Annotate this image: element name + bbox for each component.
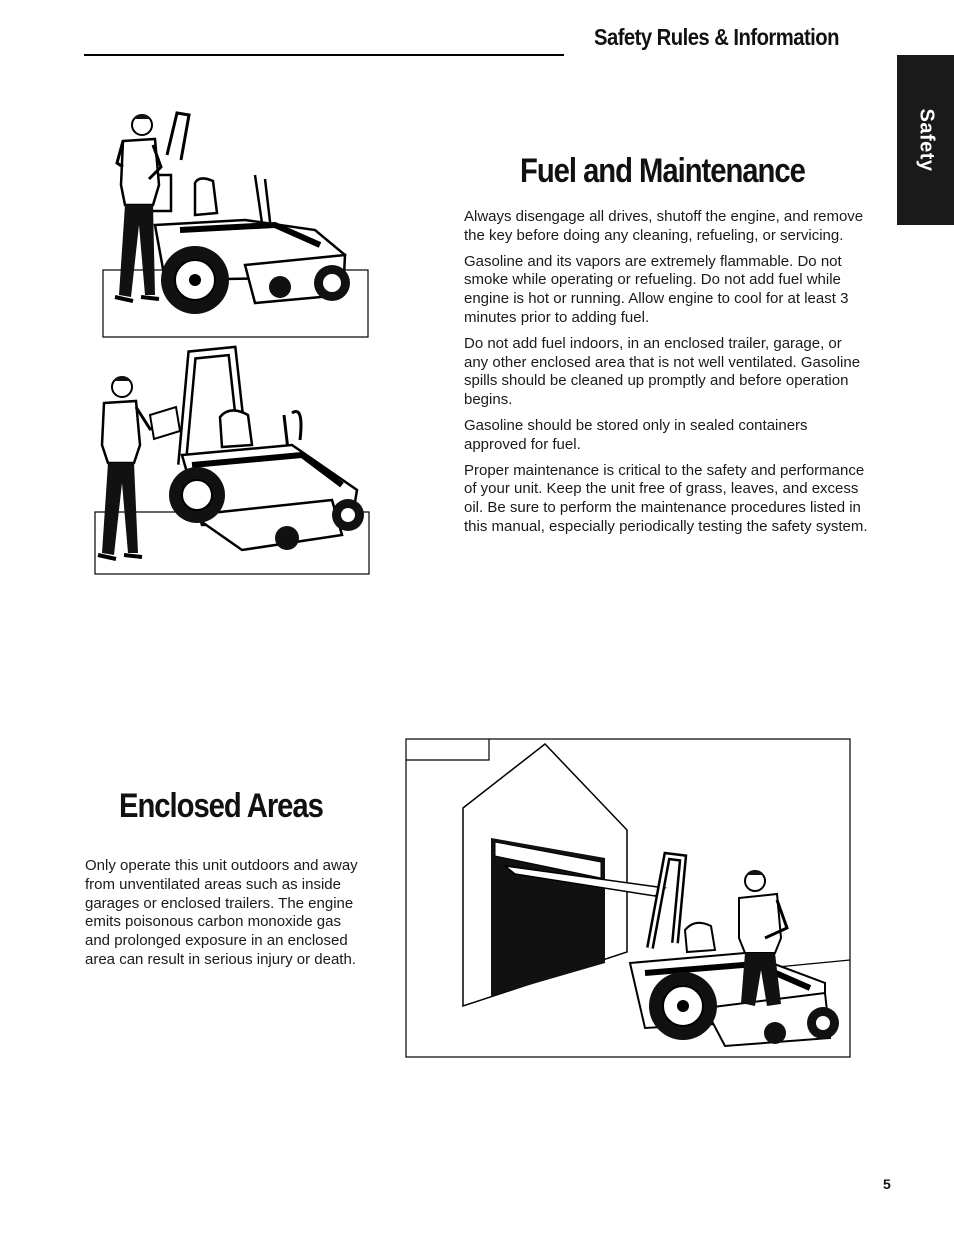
header-rule (84, 54, 564, 56)
section-header-title: Safety Rules & Information (594, 24, 839, 50)
fuel-paragraph: Do not add fuel indoors, in an enclosed trailer, garage, or any other enclosed area that is not well ventilated. Gasoline spills should be cleaned up promptly and before operation begins. (464, 334, 861, 409)
enclosed-areas-title: Enclosed Areas (119, 787, 323, 825)
fuel-paragraph: Gasoline should be stored only in sealed containers approved for fuel. (464, 416, 808, 453)
fuel-paragraph: Gasoline and its vapors are extremely flammable. Do not smoke while operating or refueling. Do not add fuel while engine is hot or running. Allow engine to cool for at least 3 minutes prior to adding fuel. (464, 252, 849, 326)
page-number: 5 (883, 1176, 891, 1192)
fuel-paragraph: Proper maintenance is critical to the safety and performance of your unit. Keep the unit free of grass, leaves, and excess oil. Be sure to perform the maintenance procedures listed in this manual, especially periodically testing the safety system. (464, 461, 868, 535)
fuel-paragraph: Always disengage all drives, shutoff the engine, and remove the key before doing any cleaning, refueling, or servicing. (464, 208, 864, 244)
side-tab (897, 55, 954, 225)
enclosed-areas-text (85, 857, 368, 977)
garage-illustration (405, 738, 853, 1060)
checklist-illustration (92, 345, 374, 577)
refueling-illustration (95, 105, 375, 340)
side-tab-label: Safety (915, 108, 937, 172)
fuel-maintenance-text (464, 208, 869, 544)
fuel-maintenance-title: Fuel and Maintenance (520, 152, 805, 190)
enclosed-paragraph: Only operate this unit outdoors and away from unventilated areas such as inside garages or enclosed trailers. The engine emits poisonous carbon monoxide gas and prolonged exposure in an enclosed area can result in serious injury or death. (85, 857, 358, 968)
